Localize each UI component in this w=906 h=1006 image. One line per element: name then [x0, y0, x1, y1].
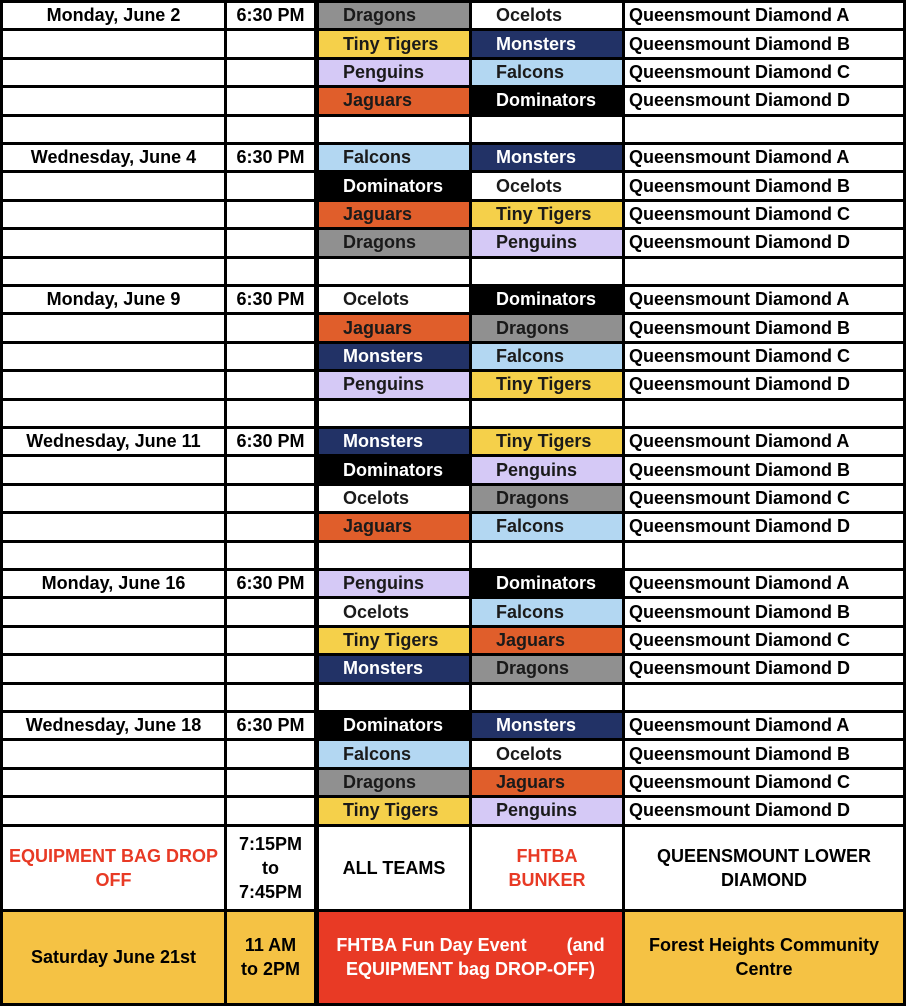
date-cell: [3, 486, 224, 511]
date-cell: [3, 259, 224, 284]
game-row: [0, 369, 906, 397]
home-team-cell: FHTBA Fun Day Event (and EQUIPMENT bag DROP-OFF): [319, 912, 622, 1003]
time-cell: [227, 117, 314, 142]
away-team-cell: [472, 117, 622, 142]
home-team-cell: Falcons: [319, 145, 469, 170]
field-cell: Queensmount Diamond C: [625, 628, 903, 653]
time-cell: [227, 656, 314, 681]
away-team-cell: Monsters: [472, 713, 622, 738]
away-team-cell: Dominators: [472, 287, 622, 312]
time-cell: [227, 543, 314, 568]
home-team-cell: Penguins: [319, 372, 469, 397]
field-cell: Queensmount Diamond A: [625, 429, 903, 454]
field-cell: Queensmount Diamond A: [625, 3, 903, 28]
away-team-cell: Monsters: [472, 145, 622, 170]
time-cell: [227, 259, 314, 284]
away-team-cell: Falcons: [472, 344, 622, 369]
field-cell: Queensmount Diamond A: [625, 287, 903, 312]
home-team-cell: Tiny Tigers: [319, 628, 469, 653]
field-cell: Queensmount Diamond B: [625, 741, 903, 766]
date-cell: [3, 88, 224, 113]
field-cell: Queensmount Diamond A: [625, 571, 903, 596]
home-team-cell: Penguins: [319, 60, 469, 85]
time-cell: 6:30 PM: [227, 287, 314, 312]
game-row: [0, 710, 906, 738]
away-team-cell: Dominators: [472, 571, 622, 596]
date-cell: [3, 457, 224, 482]
home-team-cell: Tiny Tigers: [319, 31, 469, 56]
field-cell: [625, 117, 903, 142]
time-cell: [227, 685, 314, 710]
date-cell: [3, 202, 224, 227]
game-row: [0, 653, 906, 681]
field-cell: Queensmount Diamond D: [625, 372, 903, 397]
field-cell: Queensmount Diamond A: [625, 713, 903, 738]
home-team-cell: Dominators: [319, 457, 469, 482]
away-team-cell: Ocelots: [472, 173, 622, 198]
field-cell: Queensmount Diamond C: [625, 60, 903, 85]
away-team-cell: Monsters: [472, 31, 622, 56]
date-cell: Monday, June 2: [3, 3, 224, 28]
spacer-row: [0, 540, 906, 568]
date-cell: Monday, June 16: [3, 571, 224, 596]
away-team-cell: Falcons: [472, 599, 622, 624]
time-cell: 6:30 PM: [227, 3, 314, 28]
date-cell: [3, 173, 224, 198]
game-row: [0, 454, 906, 482]
date-cell: [3, 543, 224, 568]
away-team-cell: Dragons: [472, 656, 622, 681]
game-row: [0, 28, 906, 56]
date-cell: Monday, June 9: [3, 287, 224, 312]
date-cell: [3, 372, 224, 397]
home-team-cell: [319, 259, 469, 284]
date-cell: [3, 230, 224, 255]
date-cell: [3, 60, 224, 85]
field-cell: [625, 543, 903, 568]
time-cell: [227, 88, 314, 113]
field-cell: Queensmount Diamond B: [625, 457, 903, 482]
date-cell: [3, 628, 224, 653]
date-cell: [3, 117, 224, 142]
date-cell: [3, 741, 224, 766]
home-team-cell: Falcons: [319, 741, 469, 766]
field-cell: Queensmount Diamond B: [625, 315, 903, 340]
game-row: [0, 85, 906, 113]
field-cell: Queensmount Diamond A: [625, 145, 903, 170]
field-cell: Queensmount Diamond C: [625, 486, 903, 511]
away-team-cell: Penguins: [472, 798, 622, 823]
field-cell: Queensmount Diamond C: [625, 770, 903, 795]
away-team-cell: Penguins: [472, 230, 622, 255]
field-cell: Queensmount Diamond D: [625, 514, 903, 539]
fun-day-row: [0, 909, 906, 1006]
time-cell: [227, 202, 314, 227]
home-team-cell: Monsters: [319, 656, 469, 681]
away-team-cell: Falcons: [472, 60, 622, 85]
away-team-cell: Jaguars: [472, 770, 622, 795]
game-row: [0, 170, 906, 198]
date-cell: [3, 31, 224, 56]
away-team-cell: Dragons: [472, 486, 622, 511]
spacer-row: [0, 256, 906, 284]
spacer-row: [0, 398, 906, 426]
date-cell: Wednesday, June 11: [3, 429, 224, 454]
home-team-cell: Ocelots: [319, 287, 469, 312]
field-cell: Queensmount Diamond B: [625, 599, 903, 624]
home-team-cell: Dominators: [319, 713, 469, 738]
field-cell: Queensmount Diamond B: [625, 173, 903, 198]
game-row: [0, 568, 906, 596]
time-cell: [227, 628, 314, 653]
home-team-cell: Ocelots: [319, 599, 469, 624]
field-cell: Queensmount Diamond D: [625, 230, 903, 255]
date-cell: [3, 514, 224, 539]
away-team-cell: Tiny Tigers: [472, 202, 622, 227]
away-team-cell: Tiny Tigers: [472, 372, 622, 397]
date-cell: [3, 798, 224, 823]
time-cell: [227, 230, 314, 255]
game-row: [0, 795, 906, 823]
field-cell: Queensmount Diamond D: [625, 798, 903, 823]
date-cell: Wednesday, June 18: [3, 713, 224, 738]
date-cell: [3, 656, 224, 681]
field-cell: [625, 259, 903, 284]
time-cell: 6:30 PM: [227, 713, 314, 738]
field-cell: Queensmount Diamond D: [625, 656, 903, 681]
time-cell: 6:30 PM: [227, 571, 314, 596]
date-cell: [3, 599, 224, 624]
away-team-cell: Tiny Tigers: [472, 429, 622, 454]
away-team-cell: [472, 401, 622, 426]
home-team-cell: Ocelots: [319, 486, 469, 511]
away-team-cell: [472, 685, 622, 710]
home-team-cell: Dominators: [319, 173, 469, 198]
game-row: [0, 0, 906, 28]
field-cell: [625, 685, 903, 710]
time-cell: [227, 599, 314, 624]
home-team-cell: Tiny Tigers: [319, 798, 469, 823]
time-cell: 6:30 PM: [227, 145, 314, 170]
home-team-cell: [319, 117, 469, 142]
game-row: [0, 142, 906, 170]
time-cell: [227, 486, 314, 511]
date-cell: [3, 315, 224, 340]
away-team-cell: [472, 259, 622, 284]
home-team-cell: Dragons: [319, 770, 469, 795]
date-cell: Saturday June 21st: [3, 912, 224, 1003]
time-cell: [227, 770, 314, 795]
field-cell: Queensmount Diamond C: [625, 202, 903, 227]
home-team-cell: [319, 543, 469, 568]
home-team-cell: Monsters: [319, 429, 469, 454]
field-cell: Queensmount Diamond C: [625, 344, 903, 369]
time-cell: [227, 741, 314, 766]
away-team-cell: [472, 543, 622, 568]
date-cell: [3, 770, 224, 795]
field-cell: Queensmount Diamond D: [625, 88, 903, 113]
time-cell: [227, 401, 314, 426]
date-cell: [3, 685, 224, 710]
field-cell: [625, 401, 903, 426]
time-cell: [227, 173, 314, 198]
game-row: [0, 625, 906, 653]
home-team-cell: [319, 401, 469, 426]
game-row: [0, 227, 906, 255]
away-team-cell: Ocelots: [472, 3, 622, 28]
home-team-cell: [319, 685, 469, 710]
time-cell: [227, 344, 314, 369]
away-team-cell: Jaguars: [472, 628, 622, 653]
time-cell: 11 AM to 2PM: [227, 912, 314, 1003]
game-row: [0, 511, 906, 539]
home-team-cell: Penguins: [319, 571, 469, 596]
game-row: [0, 284, 906, 312]
spacer-row: [0, 682, 906, 710]
date-cell: [3, 401, 224, 426]
away-team-cell: Penguins: [472, 457, 622, 482]
home-team-cell: Dragons: [319, 3, 469, 28]
game-row: [0, 483, 906, 511]
date-cell: EQUIPMENT BAG DROP OFF: [3, 827, 224, 909]
game-row: [0, 738, 906, 766]
home-team-cell: Jaguars: [319, 315, 469, 340]
game-row: [0, 596, 906, 624]
time-cell: [227, 315, 314, 340]
time-cell: [227, 798, 314, 823]
home-team-cell: Jaguars: [319, 202, 469, 227]
home-team-cell: Monsters: [319, 344, 469, 369]
home-team-cell: ALL TEAMS: [319, 827, 469, 909]
time-cell: [227, 31, 314, 56]
away-team-cell: Ocelots: [472, 741, 622, 766]
game-row: [0, 767, 906, 795]
time-cell: [227, 457, 314, 482]
date-cell: Wednesday, June 4: [3, 145, 224, 170]
home-team-cell: Dragons: [319, 230, 469, 255]
game-row: [0, 199, 906, 227]
time-cell: [227, 372, 314, 397]
away-team-cell: FHTBA BUNKER: [472, 827, 622, 909]
field-cell: QUEENSMOUNT LOWER DIAMOND: [625, 827, 903, 909]
date-cell: [3, 344, 224, 369]
away-team-cell: Dominators: [472, 88, 622, 113]
game-row: [0, 341, 906, 369]
field-cell: Forest Heights Community Centre: [625, 912, 903, 1003]
home-team-cell: Jaguars: [319, 88, 469, 113]
equipment-dropoff-row: [0, 824, 906, 909]
field-cell: Queensmount Diamond B: [625, 31, 903, 56]
away-team-cell: Dragons: [472, 315, 622, 340]
time-cell: 6:30 PM: [227, 429, 314, 454]
spacer-row: [0, 114, 906, 142]
game-row: [0, 426, 906, 454]
time-cell: 7:15PM to 7:45PM: [227, 827, 314, 909]
home-team-cell: Jaguars: [319, 514, 469, 539]
time-cell: [227, 514, 314, 539]
away-team-cell: Falcons: [472, 514, 622, 539]
time-cell: [227, 60, 314, 85]
game-row: [0, 57, 906, 85]
game-row: [0, 312, 906, 340]
